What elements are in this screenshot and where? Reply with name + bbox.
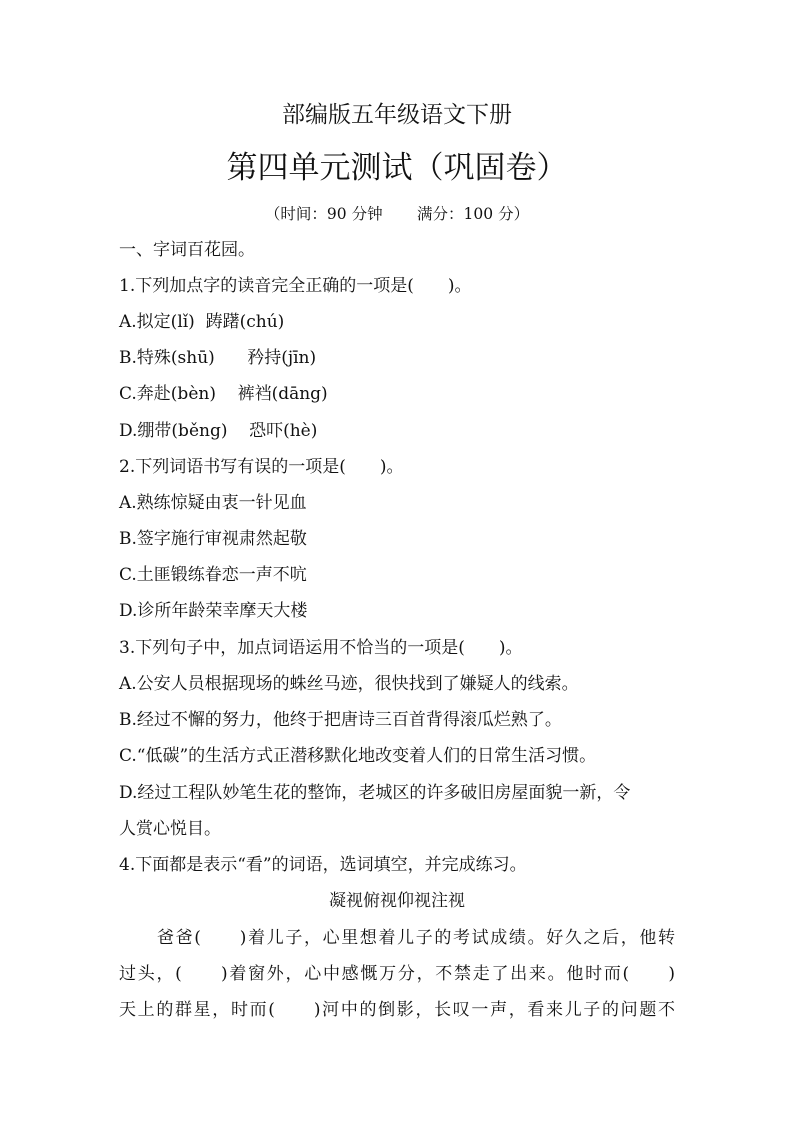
passage-line: 天上的群星，时而( )河中的倒影，长叹一声，看来儿子的问题不: [119, 1000, 675, 1020]
question-2-option-a: A.熟练惊疑由衷一针见血: [119, 493, 307, 513]
document-subtitle: 第四单元测试（巩固卷）: [226, 150, 568, 186]
question-2-option-d: D.诊所年龄荣幸摩天大楼: [119, 601, 308, 621]
question-2-stem: 2.下列词语书写有误的一项是( )。: [119, 457, 404, 477]
question-1-option-c: C.奔赴(bèn) 裤裆(dāng): [119, 384, 328, 404]
section-heading: 一、字词百花园。: [119, 240, 255, 260]
document-title: 部编版五年级语文下册: [282, 102, 512, 128]
passage-line: 爸爸( )着儿子，心里想着儿子的考试成绩。好久之后，他转: [157, 928, 675, 948]
question-1-stem: 1.下列加点字的读音完全正确的一项是( )。: [119, 276, 472, 296]
question-1-option-a: A.拟定(lǐ) 踌躇(chú): [119, 312, 285, 332]
question-3-stem: 3.下列句子中，加点词语运用不恰当的一项是( )。: [119, 638, 523, 658]
question-2-option-b: B.签字施行审视肃然起敬: [119, 529, 307, 549]
question-3-option-b: B.经过不懈的努力，他终于把唐诗三百首背得滚瓜烂熟了。: [119, 710, 562, 730]
question-1-option-d: D.绷带(běng) 恐吓(hè): [119, 421, 318, 441]
question-3-option-d-continued: 人赏心悦目。: [119, 819, 221, 839]
passage-line: 过头，( )着窗外，心中感慨万分，不禁走了出来。他时而( ): [119, 964, 675, 984]
question-3-option-a: A.公安人员根据现场的蛛丝马迹，很快找到了嫌疑人的线索。: [119, 674, 579, 694]
question-3-option-d: D.经过工程队妙笔生花的整饰，老城区的许多破旧房屋面貌一新，令: [119, 783, 631, 803]
question-1-option-b: B.特殊(shū) 矜持(jīn): [119, 348, 317, 368]
word-bank: 凝视俯视仰视注视: [329, 891, 465, 911]
question-2-option-c: C.土匪锻练眷恋一声不吭: [119, 565, 307, 585]
exam-time-score: （时间：90 分钟 满分：100 分）: [264, 205, 530, 223]
question-3-option-c: C.“低碳”的生活方式正潜移默化地改变着人们的日常生活习惯。: [119, 746, 597, 766]
question-4-stem: 4.下面都是表示“看”的词语，选词填空，并完成练习。: [119, 855, 527, 875]
